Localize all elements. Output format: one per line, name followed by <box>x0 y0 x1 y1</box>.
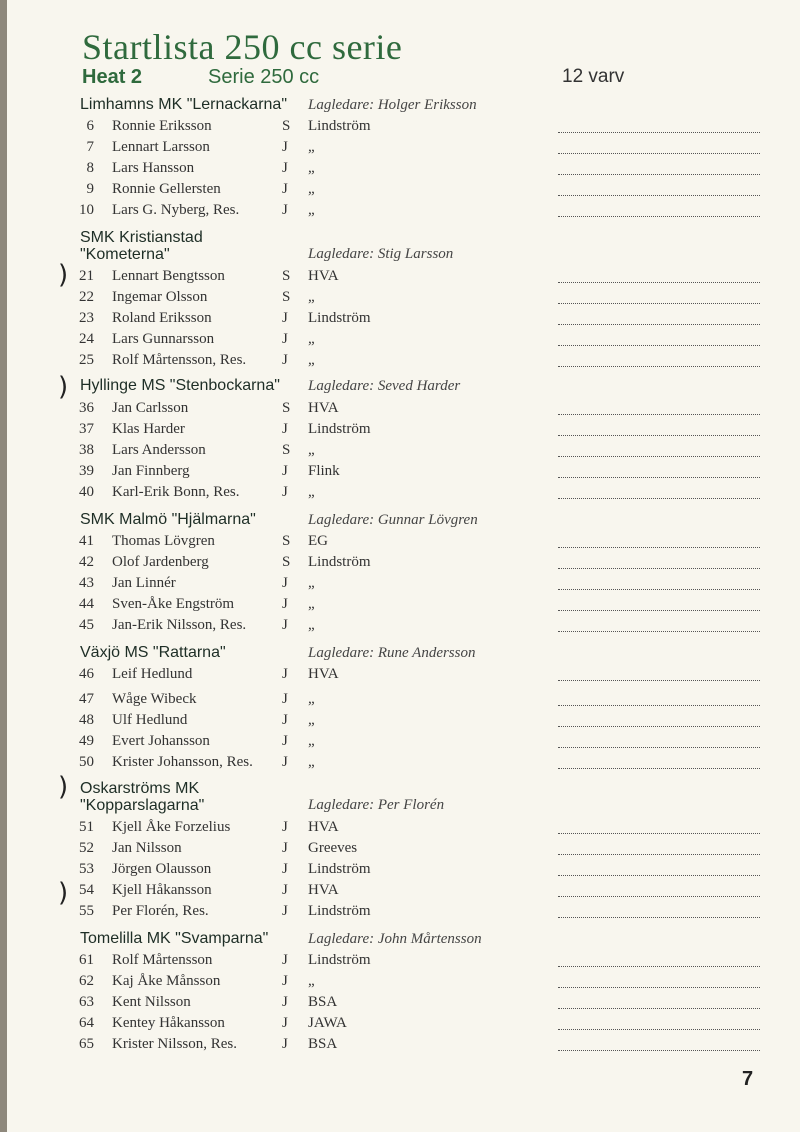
bracket-mark: ) <box>58 260 69 290</box>
result-line <box>558 631 760 632</box>
rider-row <box>0 289 800 310</box>
rider-row <box>0 268 800 289</box>
rider-name: Krister Nilsson, Res. <box>112 1036 237 1052</box>
rider-class: J <box>282 666 288 682</box>
rider-row <box>0 442 800 463</box>
rider-bike: JAWA <box>308 1015 347 1031</box>
rider-class: J <box>282 352 288 368</box>
rider-number: 48 <box>79 712 94 728</box>
rider-number: 21 <box>79 268 94 284</box>
result-line <box>558 610 760 611</box>
rider-name: Ingemar Olsson <box>112 289 208 305</box>
rider-bike: Lindström <box>308 861 371 877</box>
rider-number: 43 <box>79 575 94 591</box>
rider-number: 53 <box>79 861 94 877</box>
rider-number: 42 <box>79 554 94 570</box>
result-line <box>558 456 760 457</box>
rider-name: Lennart Bengtsson <box>112 268 225 284</box>
rider-bike: „ <box>308 442 315 458</box>
rider-bike: „ <box>308 596 315 612</box>
rider-class: J <box>282 1036 288 1052</box>
page-number: 7 <box>742 1068 754 1090</box>
result-line <box>558 216 760 217</box>
rider-class: J <box>282 463 288 479</box>
rider-name: Karl-Erik Bonn, Res. <box>112 484 240 500</box>
rider-row <box>0 202 800 223</box>
rider-class: J <box>282 819 288 835</box>
result-line <box>558 195 760 196</box>
rider-bike: HVA <box>308 819 339 835</box>
rider-bike: Flink <box>308 463 340 479</box>
team-name: SMK Kristianstad <box>80 229 203 246</box>
rider-row <box>0 1015 800 1036</box>
laps-label: 12 varv <box>562 66 625 87</box>
rider-row <box>0 596 800 617</box>
rider-class: J <box>282 139 288 155</box>
rider-number: 24 <box>79 331 94 347</box>
rider-name: Kjell Håkansson <box>112 882 212 898</box>
rider-name: Kent Nilsson <box>112 994 191 1010</box>
team-leader: Lagledare: Per Florén <box>308 797 445 813</box>
rider-number: 39 <box>79 463 94 479</box>
result-line <box>558 435 760 436</box>
result-line <box>558 854 760 855</box>
rider-row <box>0 310 800 331</box>
rider-class: S <box>282 268 291 284</box>
rider-name: Jan Finnberg <box>112 463 190 479</box>
result-line <box>558 768 760 769</box>
rider-bike: EG <box>308 533 328 549</box>
rider-name: Ronnie Eriksson <box>112 118 212 134</box>
rider-class: J <box>282 596 288 612</box>
rider-number: 54 <box>79 882 94 898</box>
rider-name: Olof Jardenberg <box>112 554 209 570</box>
rider-name: Thomas Lövgren <box>112 533 215 549</box>
rider-row <box>0 352 800 373</box>
rider-number: 45 <box>79 617 94 633</box>
rider-bike: „ <box>308 352 315 368</box>
rider-row <box>0 575 800 596</box>
rider-number: 62 <box>79 973 94 989</box>
rider-row <box>0 994 800 1015</box>
rider-name: Klas Harder <box>112 421 185 437</box>
rider-name: Per Florén, Res. <box>112 903 209 919</box>
result-line <box>558 987 760 988</box>
rider-number: 6 <box>86 118 94 134</box>
team-name: Hyllinge MS "Stenbockarna" <box>80 377 280 394</box>
team-leader: Lagledare: Holger Eriksson <box>308 97 477 113</box>
rider-class: S <box>282 554 291 570</box>
rider-row <box>0 554 800 575</box>
rider-name: Kaj Åke Månsson <box>112 973 221 989</box>
rider-name: Ronnie Gellersten <box>112 181 221 197</box>
result-line <box>558 132 760 133</box>
serie-label: Serie 250 cc <box>208 66 320 88</box>
team-name: Limhamns MK "Lernackarna" <box>80 96 287 113</box>
rider-number: 51 <box>79 819 94 835</box>
rider-row <box>0 819 800 840</box>
rider-row <box>0 181 800 202</box>
rider-class: J <box>282 712 288 728</box>
rider-class: J <box>282 421 288 437</box>
rider-class: J <box>282 952 288 968</box>
result-line <box>558 414 760 415</box>
rider-class: S <box>282 533 291 549</box>
rider-bike: HVA <box>308 400 339 416</box>
team-leader: Lagledare: Gunnar Lövgren <box>308 512 478 528</box>
result-line <box>558 966 760 967</box>
rider-bike: HVA <box>308 666 339 682</box>
rider-number: 46 <box>79 666 94 682</box>
rider-number: 10 <box>79 202 94 218</box>
rider-class: J <box>282 882 288 898</box>
rider-number: 49 <box>79 733 94 749</box>
rider-row <box>0 973 800 994</box>
result-line <box>558 174 760 175</box>
rider-row <box>0 712 800 733</box>
result-line <box>558 477 760 478</box>
rider-number: 63 <box>79 994 94 1010</box>
rider-number: 25 <box>79 352 94 368</box>
rider-bike: Lindström <box>308 554 371 570</box>
rider-row <box>0 139 800 160</box>
rider-name: Jan-Erik Nilsson, Res. <box>112 617 247 633</box>
rider-name: Kentey Håkansson <box>112 1015 225 1031</box>
result-line <box>558 1050 760 1051</box>
rider-row <box>0 400 800 421</box>
bracket-mark: ) <box>58 772 69 802</box>
rider-class: S <box>282 118 291 134</box>
rider-row <box>0 617 800 638</box>
rider-name: Roland Eriksson <box>112 310 212 326</box>
rider-class: J <box>282 973 288 989</box>
team-name: Växjö MS "Rattarna" <box>80 644 226 661</box>
result-line <box>558 303 760 304</box>
heat-label: Heat 2 <box>82 66 143 88</box>
rider-class: J <box>282 181 288 197</box>
rider-number: 40 <box>79 484 94 500</box>
rider-bike: „ <box>308 289 315 305</box>
rider-row <box>0 160 800 181</box>
rider-name: Leif Hedlund <box>112 666 193 682</box>
rider-bike: „ <box>308 331 315 347</box>
rider-bike: „ <box>308 139 315 155</box>
team-name: Oskarströms MK <box>80 780 200 797</box>
result-line <box>558 568 760 569</box>
rider-name: Jan Carlsson <box>112 400 189 416</box>
rider-class: J <box>282 994 288 1010</box>
result-line <box>558 153 760 154</box>
bracket-mark: ) <box>58 372 69 402</box>
rider-class: J <box>282 733 288 749</box>
rider-number: 52 <box>79 840 94 856</box>
rider-row <box>0 952 800 973</box>
result-line <box>558 726 760 727</box>
rider-name: Lars Hansson <box>112 160 195 176</box>
rider-bike: Greeves <box>308 840 358 856</box>
rider-bike: „ <box>308 617 315 633</box>
rider-row <box>0 118 800 139</box>
rider-name: Krister Johansson, Res. <box>112 754 253 770</box>
rider-bike: „ <box>308 691 315 707</box>
rider-name: Evert Johansson <box>112 733 210 749</box>
rider-bike: „ <box>308 484 315 500</box>
bracket-mark: ) <box>58 878 69 908</box>
rider-class: J <box>282 861 288 877</box>
rider-bike: „ <box>308 575 315 591</box>
rider-number: 8 <box>86 160 94 176</box>
rider-name: Jan Nilsson <box>112 840 182 856</box>
rider-class: J <box>282 840 288 856</box>
rider-class: S <box>282 400 291 416</box>
rider-class: J <box>282 691 288 707</box>
rider-class: J <box>282 754 288 770</box>
rider-class: J <box>282 331 288 347</box>
rider-bike: BSA <box>308 994 338 1010</box>
rider-bike: HVA <box>308 268 339 284</box>
rider-row <box>0 421 800 442</box>
rider-bike: Lindström <box>308 421 371 437</box>
result-line <box>558 705 760 706</box>
result-line <box>558 324 760 325</box>
result-line <box>558 917 760 918</box>
result-line <box>558 366 760 367</box>
rider-row <box>0 882 800 903</box>
rider-bike: „ <box>308 202 315 218</box>
rider-number: 38 <box>79 442 94 458</box>
rider-number: 55 <box>79 903 94 919</box>
rider-number: 9 <box>86 181 94 197</box>
rider-number: 65 <box>79 1036 94 1052</box>
rider-bike: Lindström <box>308 903 371 919</box>
rider-row <box>0 463 800 484</box>
rider-bike: „ <box>308 160 315 176</box>
rider-number: 47 <box>79 691 94 707</box>
rider-class: J <box>282 903 288 919</box>
rider-class: J <box>282 484 288 500</box>
team-leader: Lagledare: Rune Andersson <box>308 645 476 661</box>
rider-row <box>0 1036 800 1057</box>
rider-class: S <box>282 289 291 305</box>
result-line <box>558 680 760 681</box>
rider-name: Lars Andersson <box>112 442 206 458</box>
rider-number: 41 <box>79 533 94 549</box>
result-line <box>558 833 760 834</box>
rider-name: Jörgen Olausson <box>112 861 212 877</box>
rider-row <box>0 733 800 754</box>
result-line <box>558 1008 760 1009</box>
rider-bike: Lindström <box>308 310 371 326</box>
rider-number: 23 <box>79 310 94 326</box>
rider-name: Kjell Åke Forzelius <box>112 819 231 835</box>
rider-class: J <box>282 160 288 176</box>
result-line <box>558 896 760 897</box>
rider-number: 37 <box>79 421 94 437</box>
team-name: Tomelilla MK "Svamparna" <box>80 930 269 947</box>
result-line <box>558 747 760 748</box>
result-line <box>558 345 760 346</box>
rider-bike: BSA <box>308 1036 338 1052</box>
rider-bike: „ <box>308 181 315 197</box>
rider-class: J <box>282 202 288 218</box>
rider-bike: HVA <box>308 882 339 898</box>
rider-name: Jan Linnér <box>112 575 176 591</box>
rider-name: Rolf Mårtensson <box>112 952 213 968</box>
rider-number: 50 <box>79 754 94 770</box>
rider-class: J <box>282 1015 288 1031</box>
rider-number: 44 <box>79 596 94 612</box>
rider-number: 7 <box>86 139 94 155</box>
rider-row <box>0 840 800 861</box>
result-line <box>558 498 760 499</box>
rider-name: Wåge Wibeck <box>112 691 197 707</box>
rider-class: J <box>282 310 288 326</box>
rider-row <box>0 861 800 882</box>
rider-number: 36 <box>79 400 94 416</box>
rider-number: 22 <box>79 289 94 305</box>
rider-name: Ulf Hedlund <box>112 712 188 728</box>
rider-row <box>0 754 800 775</box>
rider-name: Lars G. Nyberg, Res. <box>112 202 240 218</box>
team-name-line2: "Kopparslagarna" <box>80 797 205 814</box>
team-leader: Lagledare: Seved Harder <box>308 378 461 394</box>
rider-bike: Lindström <box>308 952 371 968</box>
team-name-line2: "Kometerna" <box>80 246 170 263</box>
rider-row <box>0 484 800 505</box>
rider-row <box>0 331 800 352</box>
result-line <box>558 282 760 283</box>
rider-row <box>0 903 800 924</box>
team-name: SMK Malmö "Hjälmarna" <box>80 511 256 528</box>
rider-name: Rolf Mårtensson, Res. <box>112 352 247 368</box>
rider-bike: „ <box>308 973 315 989</box>
rider-row <box>0 666 800 687</box>
rider-row <box>0 533 800 554</box>
result-line <box>558 589 760 590</box>
rider-name: Sven-Åke Engström <box>112 596 235 612</box>
rider-bike: „ <box>308 733 315 749</box>
rider-number: 61 <box>79 952 94 968</box>
heat-line <box>82 66 642 89</box>
page-title: Startlista 250 cc serie <box>82 27 403 67</box>
rider-bike: „ <box>308 754 315 770</box>
rider-class: J <box>282 617 288 633</box>
rider-name: Lennart Larsson <box>112 139 210 155</box>
rider-bike: Lindström <box>308 118 371 134</box>
rider-class: J <box>282 575 288 591</box>
result-line <box>558 1029 760 1030</box>
team-leader: Lagledare: John Mårtensson <box>308 931 482 947</box>
rider-class: S <box>282 442 291 458</box>
result-line <box>558 875 760 876</box>
rider-row <box>0 691 800 712</box>
rider-name: Lars Gunnarsson <box>112 331 215 347</box>
result-line <box>558 547 760 548</box>
rider-bike: „ <box>308 712 315 728</box>
rider-number: 64 <box>79 1015 94 1031</box>
team-leader: Lagledare: Stig Larsson <box>308 246 454 262</box>
